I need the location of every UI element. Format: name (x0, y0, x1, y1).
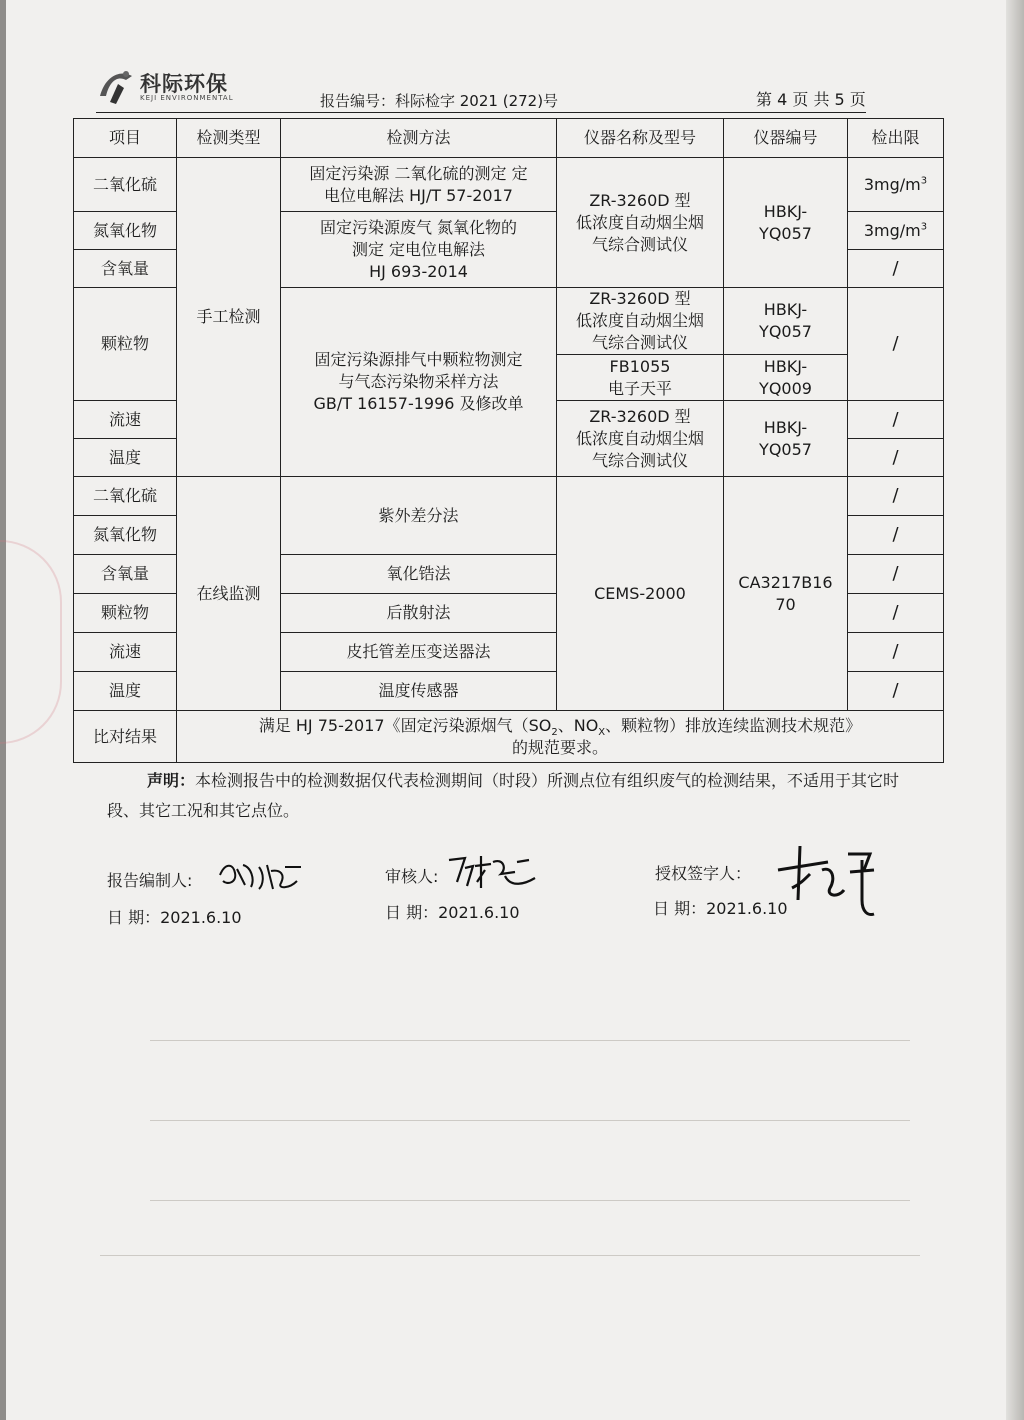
limit-cell: / (848, 439, 944, 477)
table-row (74, 477, 944, 516)
instrument-id-cell: HBKJ- YQ057 (724, 401, 848, 477)
instrument-id-cell: HBKJ- YQ057 (724, 288, 848, 355)
bleed-through-line (150, 1120, 910, 1121)
header-method: 检测方法 (281, 119, 557, 158)
header-instrument: 仪器名称及型号 (557, 119, 724, 158)
bleed-through-line (100, 1255, 920, 1256)
instrument-cell: ZR-3260D 型 低浓度自动烟尘烟 气综合测试仪 (557, 288, 724, 355)
compiler-signature (215, 855, 310, 895)
company-logo (96, 66, 266, 106)
page-indicator: 第 4 页 共 5 页 (756, 90, 866, 109)
item-cell: 氮氧化物 (74, 516, 177, 555)
limit-cell: $3mg/m^3$ (848, 158, 944, 212)
reviewer-signature (445, 848, 545, 894)
table-row (74, 158, 944, 212)
instrument-cell: CEMS-2000 (557, 477, 724, 711)
bleed-through-line (150, 1040, 910, 1041)
instrument-id-cell: CA3217B16 70 (724, 477, 848, 711)
header-instrument-id: 仪器编号 (724, 119, 848, 158)
instrument-cell: ZR-3260D 型 低浓度自动烟尘烟 气综合测试仪 (557, 158, 724, 288)
type-cell-manual: 手工检测 (177, 158, 281, 477)
limit-cell: / (848, 594, 944, 633)
limit-cell: / (848, 672, 944, 711)
logo-mark-icon (96, 66, 136, 106)
item-cell: 颗粒物 (74, 288, 177, 401)
authorizer-signature (770, 840, 890, 920)
stamp-ghost-mark (0, 540, 62, 744)
item-cell: 含氧量 (74, 250, 177, 288)
comparison-label: 比对结果 (74, 711, 177, 763)
item-cell: 二氧化硫 (74, 158, 177, 212)
comparison-row (74, 711, 944, 763)
item-cell: 含氧量 (74, 555, 177, 594)
instrument-cell: FB1055 电子天平 (557, 355, 724, 401)
item-cell: 流速 (74, 401, 177, 439)
header-limit: 检出限 (848, 119, 944, 158)
comparison-result: 满足 HJ 75-2017《固定污染源烟气（$SO_2$、$NO_X$、颗粒物）排放连续监测技术规范》 的规范要求。 (177, 711, 944, 763)
item-cell: 二氧化硫 (74, 477, 177, 516)
disclaimer-statement: 声明：本检测报告中的检测数据仅代表检测期间（时段）所测点位有组织废气的检测结果，不适用于其它时段、其它工况和其它点位。 (107, 771, 900, 820)
logo-text-en: KEJI ENVIRONMENTAL (140, 94, 234, 102)
authorizer-date: 日 期：2021.6.10 (653, 899, 788, 918)
item-cell: 温度 (74, 439, 177, 477)
compiler-date: 日 期：2021.6.10 (107, 908, 242, 927)
reviewer-label: 审核人: (385, 867, 439, 886)
item-cell: 颗粒物 (74, 594, 177, 633)
method-cell: 皮托管差压变送器法 (281, 633, 557, 672)
limit-cell: / (848, 401, 944, 439)
bleed-through-line (150, 1200, 910, 1201)
method-cell: 温度传感器 (281, 672, 557, 711)
method-cell: 固定污染源 二氧化硫的测定 定 电位电解法 HJ/T 57-2017 (281, 158, 557, 212)
compiler-label: 报告编制人: (107, 871, 193, 890)
item-cell: 温度 (74, 672, 177, 711)
header-item: 项目 (74, 119, 177, 158)
item-cell: 流速 (74, 633, 177, 672)
method-cell: 紫外差分法 (281, 477, 557, 555)
header-divider (96, 112, 866, 113)
limit-cell: / (848, 288, 944, 401)
report-number: 报告编号：科际检字 2021 (272)号 (320, 92, 559, 110)
instrument-id-cell: HBKJ- YQ057 (724, 158, 848, 288)
limit-cell: / (848, 250, 944, 288)
limit-cell: / (848, 633, 944, 672)
method-table (73, 118, 944, 763)
authorizer-label: 授权签字人： (655, 864, 752, 883)
reviewer-date: 日 期：2021.6.10 (385, 903, 520, 922)
method-cell: 固定污染源废气 氮氧化物的 测定 定电位电解法 HJ 693-2014 (281, 212, 557, 288)
header-type: 检测类型 (177, 119, 281, 158)
instrument-cell: ZR-3260D 型 低浓度自动烟尘烟 气综合测试仪 (557, 401, 724, 477)
logo-text-cn: 科际环保 (140, 72, 228, 96)
limit-cell: $3mg/m^3$ (848, 212, 944, 250)
type-cell-online: 在线监测 (177, 477, 281, 711)
method-cell: 氧化锆法 (281, 555, 557, 594)
method-cell: 固定污染源排气中颗粒物测定 与气态污染物采样方法 GB/T 16157-1996 及修改单 (281, 288, 557, 477)
limit-cell: / (848, 516, 944, 555)
limit-cell: / (848, 477, 944, 516)
instrument-id-cell: HBKJ- YQ009 (724, 355, 848, 401)
limit-cell: / (848, 555, 944, 594)
item-cell: 氮氧化物 (74, 212, 177, 250)
table-header-row (74, 119, 944, 158)
scan-edge-right (1006, 0, 1024, 1420)
method-cell: 后散射法 (281, 594, 557, 633)
